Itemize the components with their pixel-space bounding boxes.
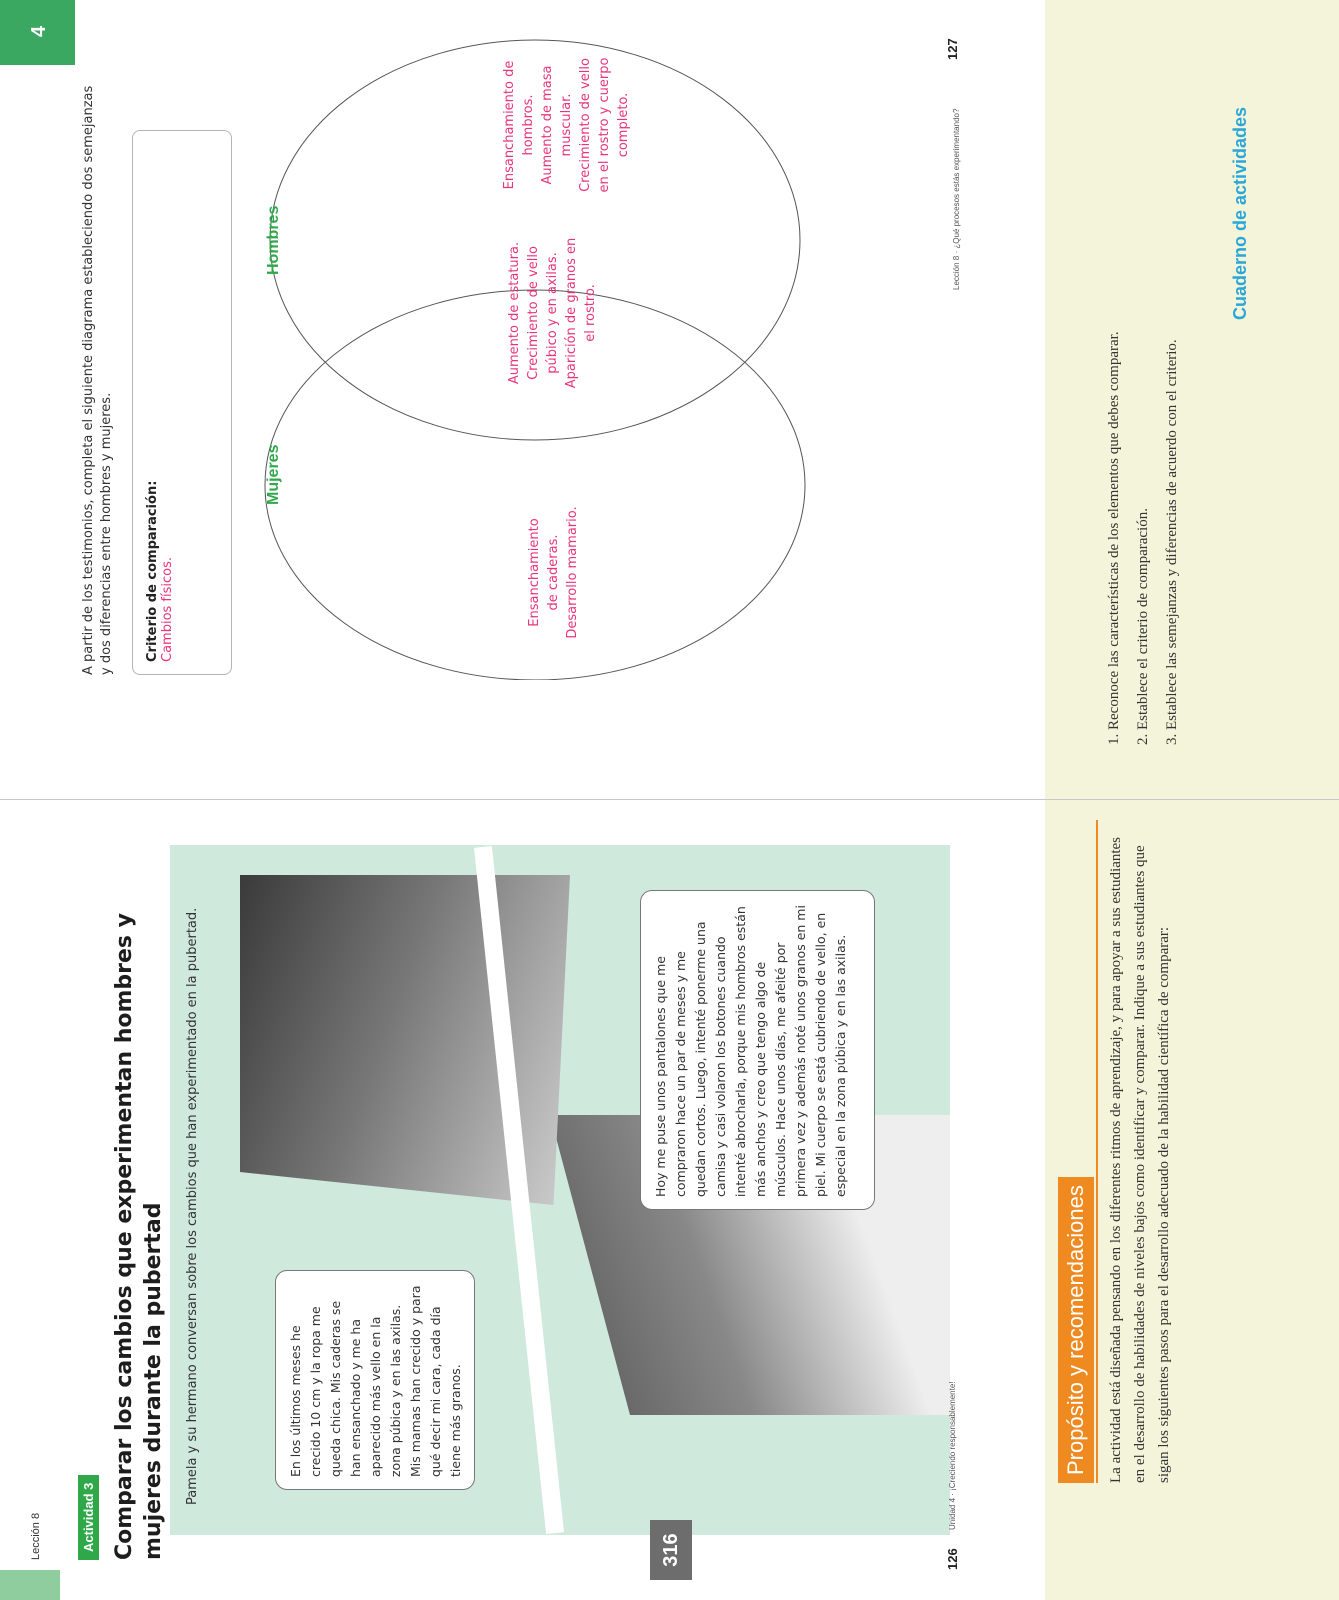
page-gutter bbox=[0, 799, 1045, 800]
venn-shared: Aumento de estatura. Crecimiento de vello púbico y en axilas. Aparición de granos en el rostro. bbox=[507, 237, 598, 389]
criteria-box bbox=[132, 130, 232, 675]
right-folio: 127 bbox=[945, 38, 960, 60]
venn-label-men: Hombres bbox=[265, 205, 282, 275]
comparison-steps bbox=[1100, 45, 1187, 745]
boy-speech-bubble: Hoy me puse unos pantalones que me compraron hace un par de meses y me quedan cortos. Luego, intenté ponerme una camisa y casi volaron los botones cuando intenté abrocharla, porque mis hombros están más anchos y creo que tengo algo de músculos. Hace unos días, me afeité por primera vez y además noté unos granos en mi piel. Mi cuerpo se está cubriendo de vello, en especial en la zona púbica y en las axilas. bbox=[640, 890, 875, 1210]
girl-speech-bubble: En los últimos meses he crecido 10 cm y la ropa me queda chica. Mis caderas se han ensanchado y me ha aparecido más vello en la zona púbica y en las axilas. Mis mamas han crecido y para qué decir mi cara, cada día tiene más granos. bbox=[275, 1270, 475, 1490]
step-item: 1. Reconoce las características de los elementos que debes comparar. bbox=[1106, 331, 1122, 745]
left-page-color-tab bbox=[0, 1570, 60, 1600]
purpose-heading: Propósito y recomendaciones bbox=[1058, 1177, 1094, 1483]
venn-men-only: Ensanchamiento de hombros. Aumento de masa muscular. Crecimiento de vello en el rostro y cuerpo completo. bbox=[502, 57, 631, 193]
activity-intro: Pamela y su hermano conversan sobre los cambios que han experimentado en la pubertad. bbox=[185, 907, 200, 1505]
left-folio: 126 bbox=[945, 1548, 960, 1570]
venn-women-only: Ensanchamiento de caderas. Desarrollo mamario. bbox=[527, 506, 580, 639]
unit-tab-number: 4 bbox=[28, 25, 50, 37]
venn-instructions: A partir de los testimonios, completa el siguiente diagrama estableciendo dos semejanzas y dos diferencias entre hombres y mujeres. bbox=[81, 85, 114, 675]
criteria-label: Criterio de comparación: bbox=[145, 480, 160, 662]
left-running-head: Unidad 4 · ¡Creciendo responsablemente! bbox=[948, 1381, 957, 1530]
band-gutter bbox=[1045, 799, 1339, 800]
venn-label-women: Mujeres bbox=[265, 444, 282, 505]
purpose-text: La actividad está diseñada pensando en los diferentes ritmos de aprendizaje, y para apoyar a sus estudiantes en el desarrollo de habilidades de niveles bajos como identificar y comparar. Indique a sus estudiantes que sigan los siguientes pasos para el desarrollo adecuado de la habilidad científica de comparar: bbox=[1108, 836, 1172, 1483]
purpose-rule bbox=[1096, 820, 1098, 1483]
lesson-label: Lección 8 bbox=[30, 1512, 42, 1560]
activity-badge: Actividad 3 bbox=[78, 1475, 99, 1560]
step-item: 2. Establece el criterio de comparación. bbox=[1135, 508, 1151, 745]
criteria-value: Cambios físicos. bbox=[160, 556, 175, 662]
notebook-link[interactable]: Cuaderno de actividades bbox=[1230, 106, 1250, 320]
right-page-color-tab bbox=[0, 0, 75, 65]
right-running-head: Lección 8 · ¿Qué procesos estás experimentando? bbox=[952, 108, 961, 290]
step-item: 3. Establece las semejanzas y diferencias de acuerdo con el criterio. bbox=[1164, 339, 1180, 745]
guide-page-number: 316 bbox=[650, 1520, 692, 1580]
page-title: Comparar los cambios que experimentan hombres y mujeres durante la pubertad bbox=[112, 912, 166, 1560]
